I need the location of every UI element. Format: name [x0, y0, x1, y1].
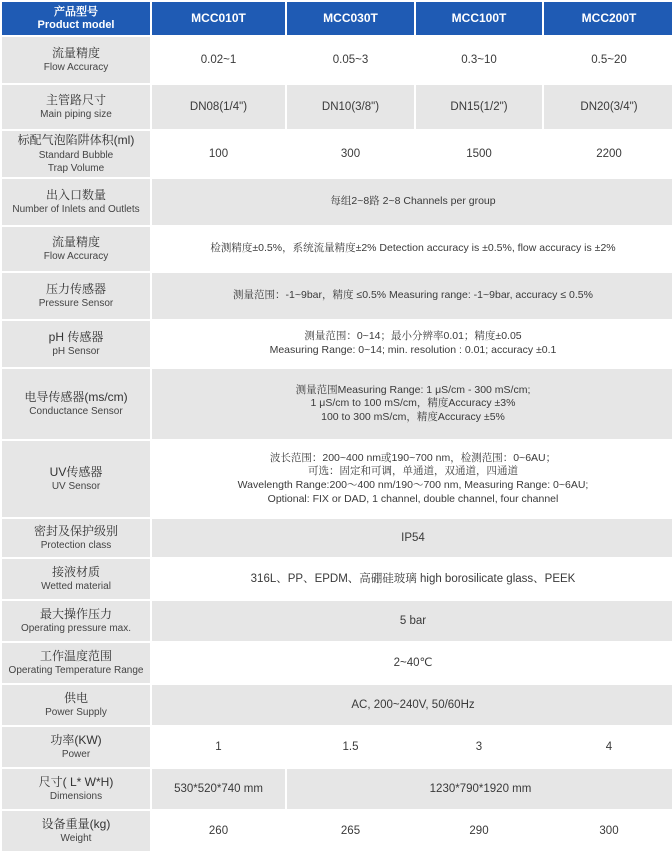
row-label: 最大操作压力 Operating pressure max.	[2, 601, 150, 641]
row-label: 电导传感器(ms/cm) Conductance Sensor	[2, 369, 150, 439]
row-power	[2, 727, 672, 767]
row-label: 出入口数量 Number of Inlets and Outlets	[2, 179, 150, 225]
cell-value: 316L、PP、EPDM、高硼硅玻璃 high borosilicate glass、PEEK	[152, 559, 672, 599]
row-label: 主管路尺寸 Main piping size	[2, 85, 150, 129]
cell-value: 测量范围：0~14；最小分辨率0.01；精度±0.05 Measuring Range: 0~14; min. resolution : 0.01; accuracy ±0.1	[152, 321, 672, 367]
cell-value: 0.5~20	[544, 37, 672, 83]
row-flow-accuracy-2	[2, 227, 672, 271]
cell-value: 0.02~1	[152, 37, 285, 83]
cell-value: 265	[287, 811, 414, 851]
row-label: 标配气泡陷阱体积(ml) Standard Bubble Trap Volume	[2, 131, 150, 177]
row-label: pH 传感器 pH Sensor	[2, 321, 150, 367]
row-wetted-material	[2, 559, 672, 599]
cell-value: IP54	[152, 519, 672, 557]
cell-value: 100	[152, 131, 285, 177]
header-row	[2, 2, 672, 35]
cell-value: 1230*790*1920 mm	[287, 769, 672, 809]
cell-value: 290	[416, 811, 542, 851]
row-max-pressure	[2, 601, 672, 641]
row-dimensions	[2, 769, 672, 809]
cell-value: 2200	[544, 131, 672, 177]
row-label: 供电 Power Supply	[2, 685, 150, 725]
row-label: UV传感器 UV Sensor	[2, 441, 150, 517]
row-ph-sensor	[2, 321, 672, 367]
row-inlets-outlets	[2, 179, 672, 225]
row-temperature-range	[2, 643, 672, 683]
row-label: 密封及保护级别 Protection class	[2, 519, 150, 557]
row-label: 流量精度 Flow Accuracy	[2, 227, 150, 271]
header-model-2: MCC030T	[287, 2, 414, 35]
row-pressure-sensor	[2, 273, 672, 319]
cell-value: DN10(3/8")	[287, 85, 414, 129]
cell-value: DN15(1/2")	[416, 85, 542, 129]
cell-value: 1.5	[287, 727, 414, 767]
row-label: 设备重量(kg) Weight	[2, 811, 150, 851]
cell-value: 1500	[416, 131, 542, 177]
header-model-1: MCC010T	[152, 2, 285, 35]
cell-value: DN08(1/4")	[152, 85, 285, 129]
row-conductance-sensor	[2, 369, 672, 439]
row-label: 流量精度 Flow Accuracy	[2, 37, 150, 83]
header-label-en: Product model	[37, 18, 115, 31]
cell-value: DN20(3/4")	[544, 85, 672, 129]
row-flow-accuracy	[2, 37, 672, 83]
row-protection-class	[2, 519, 672, 557]
cell-value: 波长范围：200~400 nm或190~700 nm，检测范围：0~6AU； 可选：固定和可调，单通道，双通道，四通道 Wavelength Range:200～400 nm/190～700 nm, Measuring Range: 0~6AU; Optional: FIX or DAD, 1 channel, double channel, four channel	[152, 441, 672, 517]
row-uv-sensor	[2, 441, 672, 517]
cell-value: 300	[544, 811, 672, 851]
cell-value: 5 bar	[152, 601, 672, 641]
header-label-cell	[2, 2, 150, 35]
cell-value: 0.3~10	[416, 37, 542, 83]
row-power-supply	[2, 685, 672, 725]
row-main-piping	[2, 85, 672, 129]
cell-value: 2~40℃	[152, 643, 672, 683]
cell-value: 每组2~8路 2~8 Channels per group	[152, 179, 672, 225]
row-label: 工作温度范围 Operating Temperature Range	[2, 643, 150, 683]
row-weight	[2, 811, 672, 851]
cell-value: 530*520*740 mm	[152, 769, 285, 809]
row-label: 尺寸( L* W*H) Dimensions	[2, 769, 150, 809]
cell-value: 260	[152, 811, 285, 851]
header-model-4: MCC200T	[544, 2, 672, 35]
cell-value: 测量范围：-1~9bar，精度 ≤0.5% Measuring range: -1~9bar, accuracy ≤ 0.5%	[152, 273, 672, 319]
row-label: 功率(KW) Power	[2, 727, 150, 767]
header-model-3: MCC100T	[416, 2, 542, 35]
cell-value: 4	[544, 727, 672, 767]
cell-value: 检测精度±0.5%，系统流量精度±2% Detection accuracy is ±0.5%, flow accuracy is ±2%	[152, 227, 672, 271]
cell-value: 测量范围Measuring Range: 1 μS/cm - 300 mS/cm; 1 μS/cm to 100 mS/cm，精度Accuracy ±3% 100 to 300 mS/cm，精度Accuracy ±5%	[152, 369, 672, 439]
header-label-zh: 产品型号	[54, 5, 98, 18]
row-label: 接液材质 Wetted material	[2, 559, 150, 599]
cell-value: 1	[152, 727, 285, 767]
row-bubble-trap	[2, 131, 672, 177]
cell-value: AC, 200~240V, 50/60Hz	[152, 685, 672, 725]
row-label: 压力传感器 Pressure Sensor	[2, 273, 150, 319]
cell-value: 0.05~3	[287, 37, 414, 83]
cell-value: 3	[416, 727, 542, 767]
cell-value: 300	[287, 131, 414, 177]
